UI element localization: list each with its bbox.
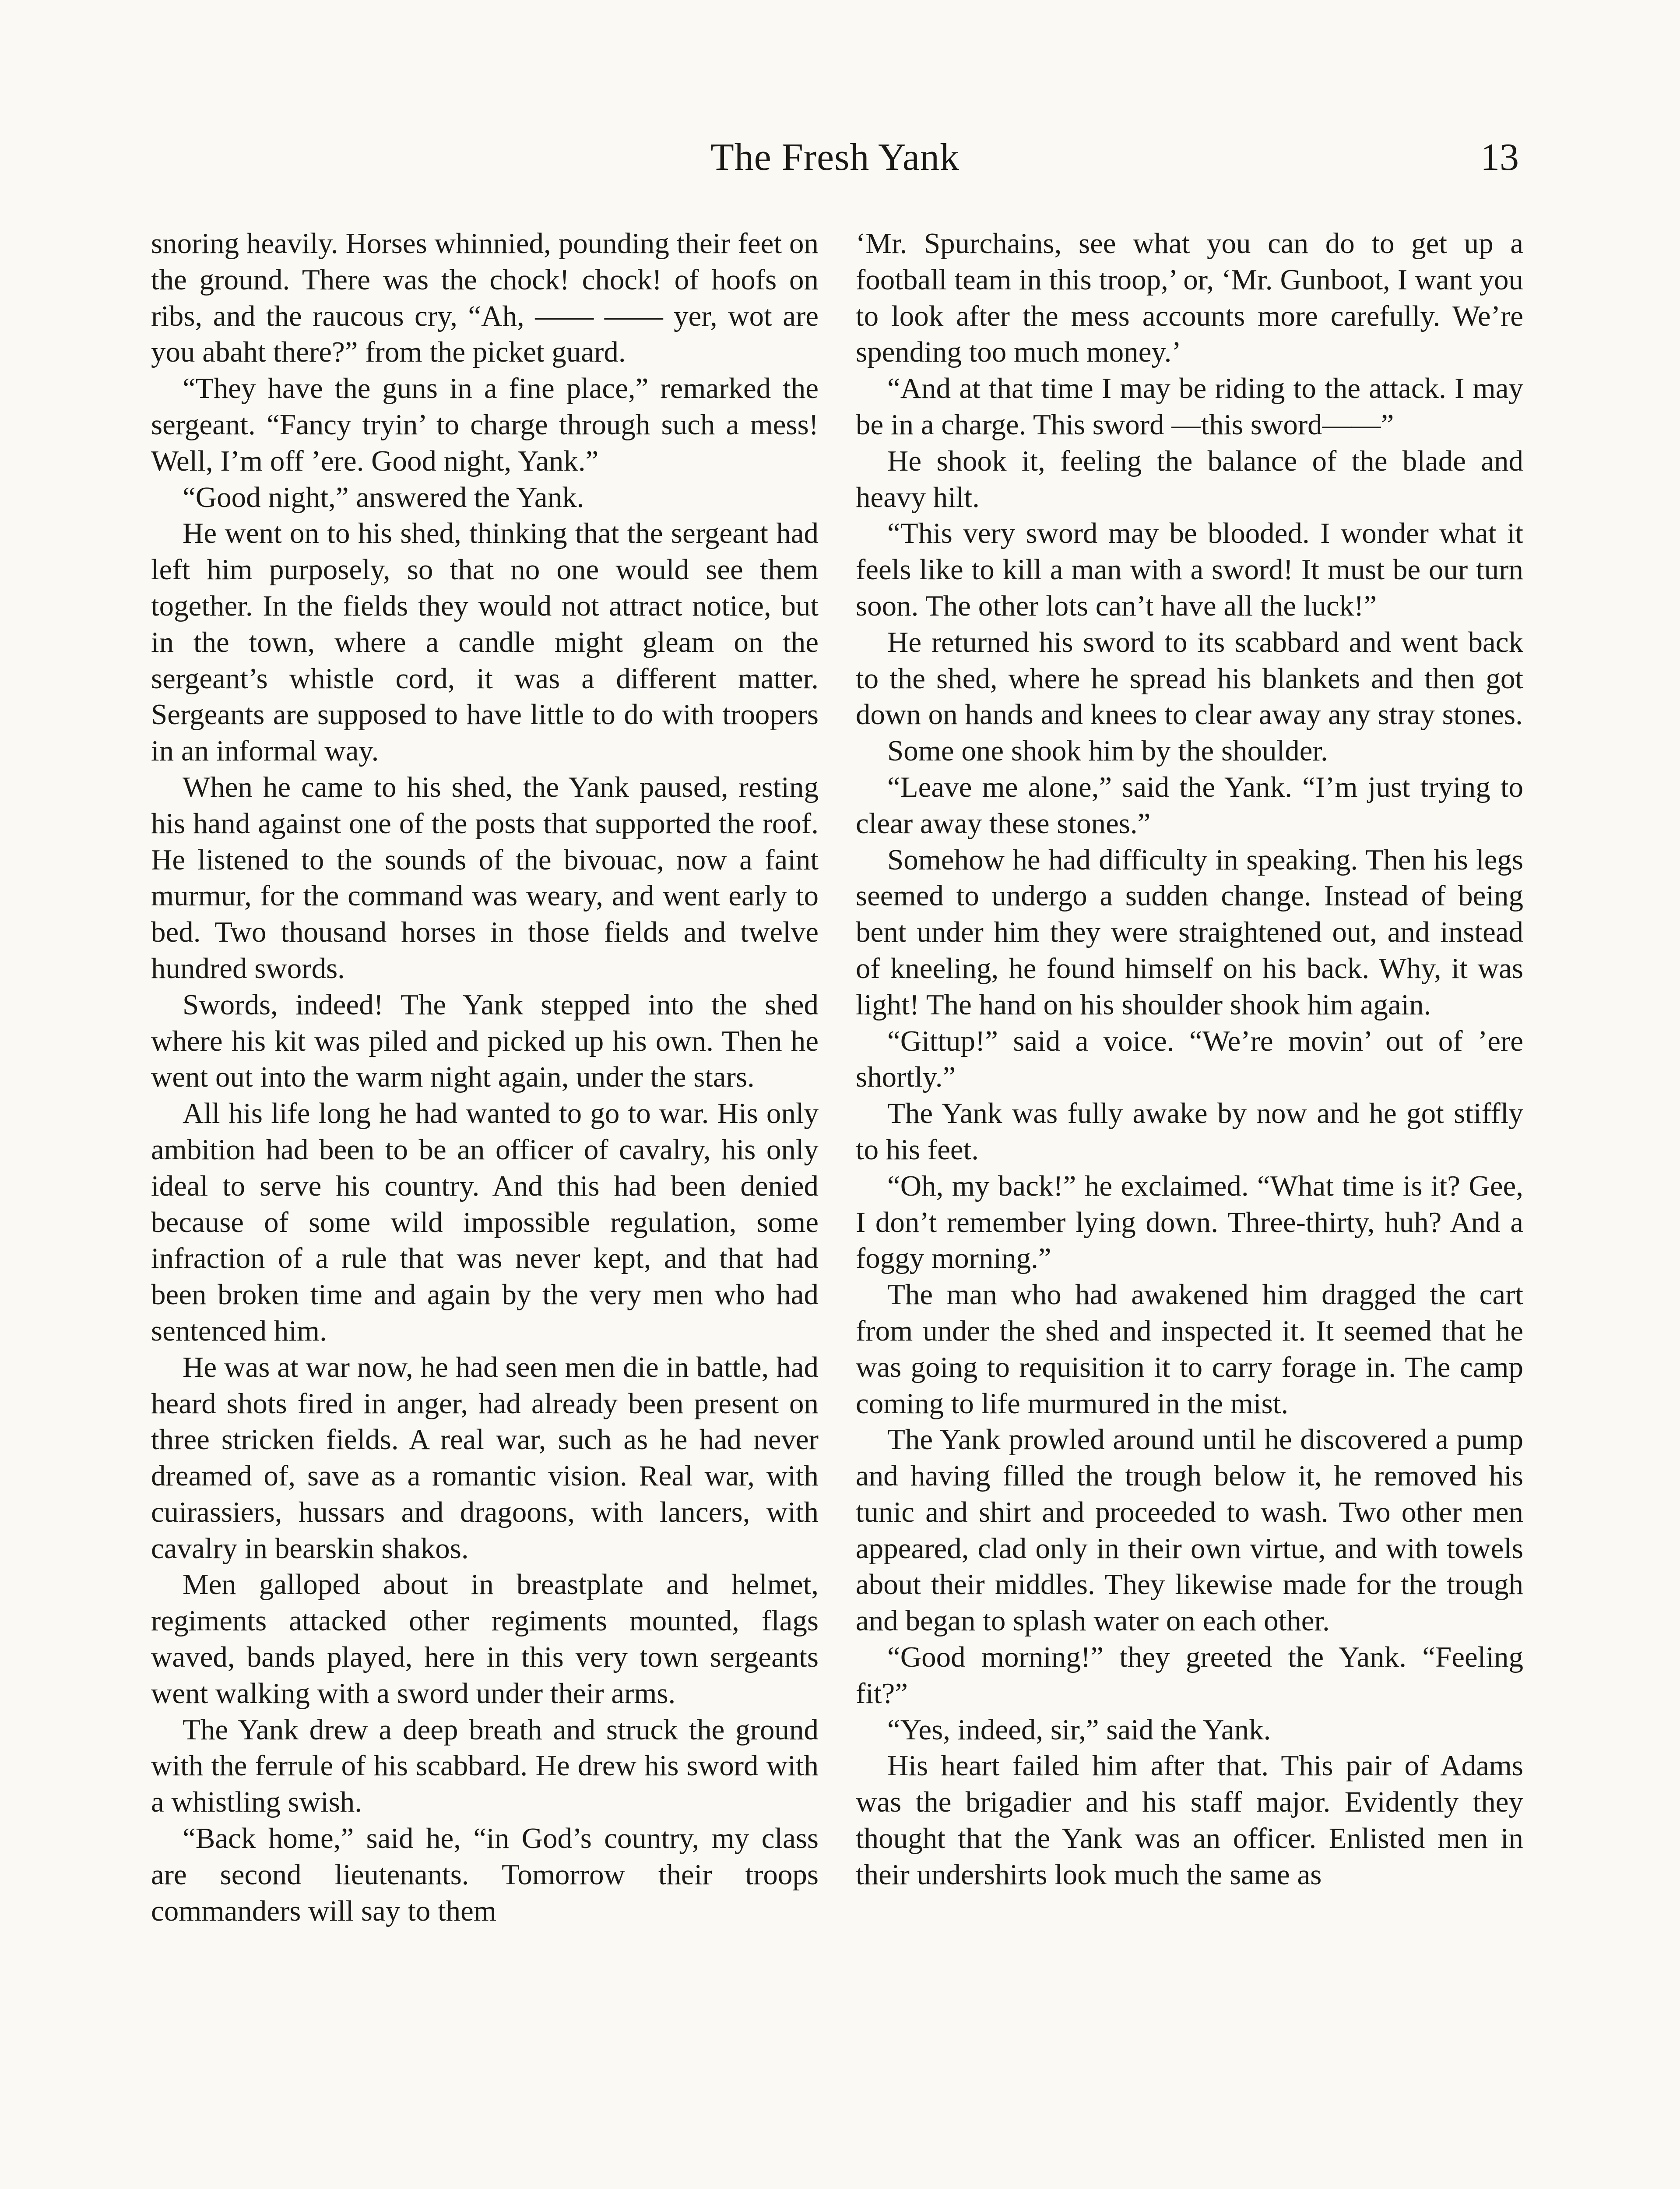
paragraph: His heart failed him after that. This pair of Adams was the brigadier and his staff major. Evidently they thought that the Yank was an officer. Enlisted men in their undershirts look much the same as xyxy=(856,1749,1523,1891)
paragraph: Some one shook him by the shoulder. xyxy=(887,735,1328,767)
paragraph: The man who had awakened him dragged the cart from under the shed and inspected it. It seemed that he was going to requisition it to carry forage in. The camp coming to life murmured in the mist. xyxy=(856,1278,1523,1420)
paragraph: snoring heavily. Horses whinnied, pounding their feet on the ground. There was the chock! chock! of hoofs on ribs, and the raucous cry, “Ah, —— —— yer, wot are you abaht there?” from the picket guard. xyxy=(151,227,819,369)
paragraph: He was at war now, he had seen men die in battle, had heard shots fired in anger, had already been present on three stricken fields. A real war, such as he had never dreamed of, save as a romantic vision. Real war, with cuirassiers, hussars and dragoons, with lancers, with cavalry in bearskin shakos. xyxy=(151,1351,819,1565)
paragraph: “Leave me alone,” said the Yank. “I’m just trying to clear away these stones.” xyxy=(856,771,1523,840)
paragraph: All his life long he had wanted to go to war. His only ambition had been to be an officer of cavalry, his only ideal to serve his country. And this had been denied because of some wild impossible regulation, some infraction of a rule that was never kept, and that had been broken time and again by the very men who had sentenced him. xyxy=(151,1097,819,1347)
page-number: 13 xyxy=(1480,136,1519,179)
paragraph: “Good night,” answered the Yank. xyxy=(183,481,584,514)
right-column xyxy=(856,225,1523,1893)
paragraph: “Yes, indeed, sir,” said the Yank. xyxy=(887,1713,1271,1746)
paragraph: “They have the guns in a fine place,” remarked the sergeant. “Fancy tryin’ to charge through such a mess! Well, I’m off ’ere. Good night, Yank.” xyxy=(151,372,819,477)
paragraph: The Yank prowled around until he discovered a pump and having filled the trough below it, he removed his tunic and shirt and proceeded to wash. Two other men appeared, clad only in their own virtue, and with towels about their middles. They likewise made for the trough and began to splash water on each other. xyxy=(856,1423,1523,1637)
paragraph: “Back home,” said he, “in God’s country, my class are second lieutenants. Tomorrow their troops commanders will say to them xyxy=(151,1822,819,1927)
running-head xyxy=(151,127,1519,188)
paragraph: ‘Mr. Spurchains, see what you can do to get up a football team in this troop,’ or, ‘Mr. Gunboot, I want you to look after the mess accounts more carefully. We’re spending too much money.’ xyxy=(856,227,1523,369)
paragraph: “Gittup!” said a voice. “We’re movin’ out of ’ere shortly.” xyxy=(856,1024,1523,1094)
paragraph: He went on to his shed, thinking that the sergeant had left him purposely, so that no one would see them together. In the fields they would not attract notice, but in the town, where a candle might gleam on the sergeant’s whistle cord, it was a different matter. Sergeants are supposed to have little to do with troopers in an informal way. xyxy=(151,517,819,767)
paragraph: “Oh, my back!” he exclaimed. “What time is it? Gee, I don’t remember lying down. Three-thirty, huh? And a foggy morning.” xyxy=(856,1169,1523,1275)
paragraph: “Good morning!” they greeted the Yank. “Feeling fit?” xyxy=(856,1641,1523,1710)
paragraph: He returned his sword to its scabbard and went back to the shed, where he spread his blankets and then got down on hands and knees to clear away any stray stones. xyxy=(856,626,1523,731)
paragraph: “And at that time I may be riding to the attack. I may be in a charge. This sword —this sword——” xyxy=(856,372,1523,441)
paragraph: When he came to his shed, the Yank paused, resting his hand against one of the posts that supported the roof. He listened to the sounds of the bivouac, now a faint murmur, for the command was weary, and went early to bed. Two thousand horses in those fields and twelve hundred swords. xyxy=(151,771,819,985)
paragraph: The Yank was fully awake by now and he got stiffly to his feet. xyxy=(856,1097,1523,1166)
paragraph: Somehow he had difficulty in speaking. Then his legs seemed to undergo a sudden change. Instead of being bent under him they were straightened out, and instead of kneeling, he found himself on his back. Why, it was light! The hand on his shoulder shook him again. xyxy=(856,843,1523,1021)
paragraph: Swords, indeed! The Yank stepped into the shed where his kit was piled and picked up his own. Then he went out into the warm night again, under the stars. xyxy=(151,988,819,1094)
paragraph: He shook it, feeling the balance of the blade and heavy hilt. xyxy=(856,444,1523,514)
paragraph: Men galloped about in breastplate and helmet, regiments attacked other regiments mounted, flags waved, bands played, here in this very town sergeants went walking with a sword under their arms. xyxy=(151,1568,819,1710)
left-column xyxy=(151,225,819,1929)
running-title: The Fresh Yank xyxy=(710,136,959,179)
paragraph: “This very sword may be blooded. I wonder what it feels like to kill a man with a sword! It must be our turn soon. The other lots can’t have all the luck!” xyxy=(856,517,1523,622)
paragraph: The Yank drew a deep breath and struck the ground with the ferrule of his scabbard. He drew his sword with a whistling swish. xyxy=(151,1713,819,1819)
